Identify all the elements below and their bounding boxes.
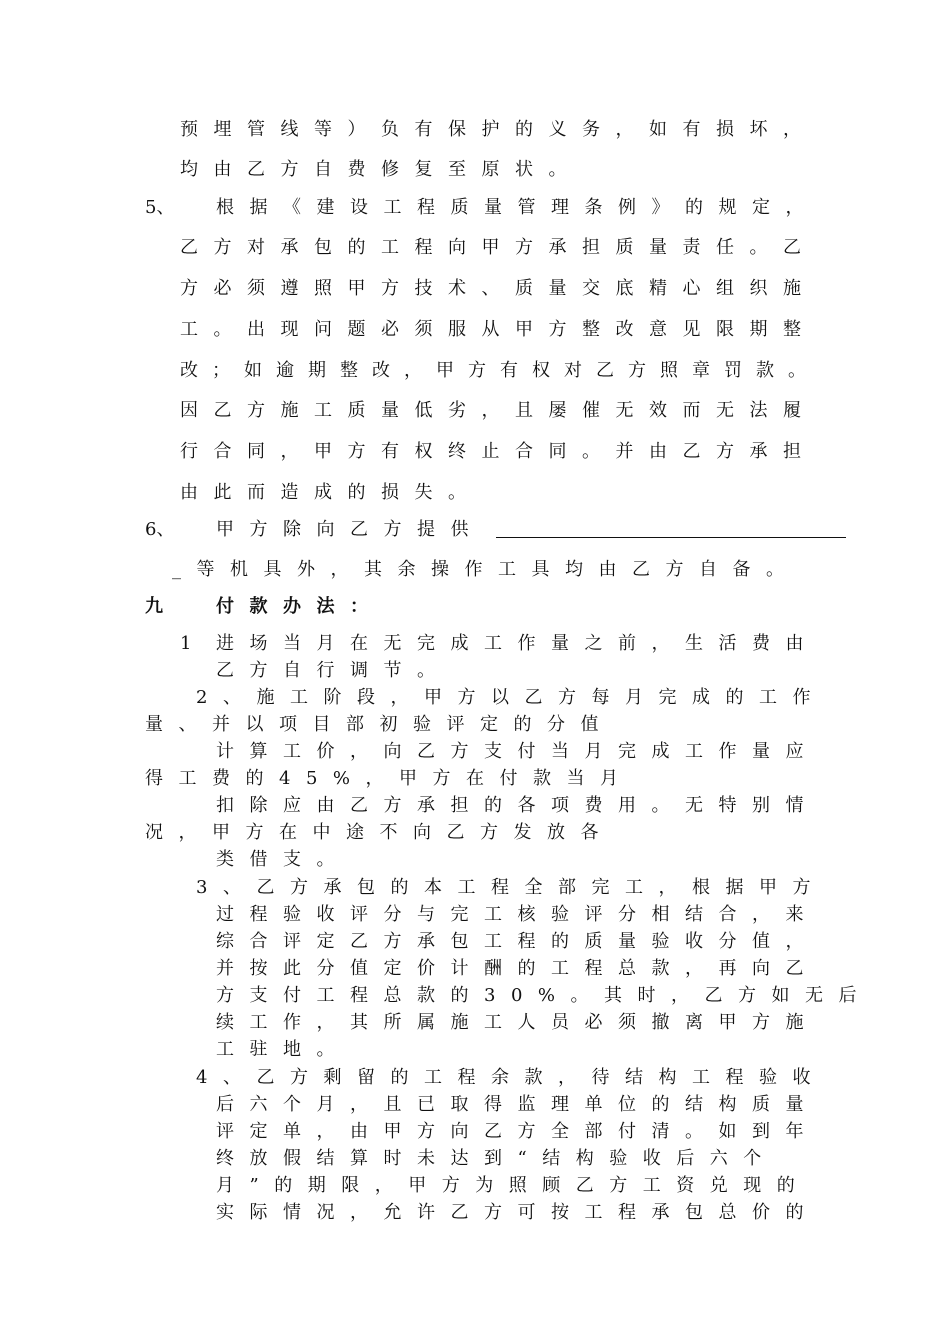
section-number: 九 [145,596,163,617]
text-line: 3、乙方承包的本工程全部完工，根据甲方 [196,877,826,898]
text-line: 评定单，由甲方向乙方全部付清。如到年 [216,1121,819,1142]
text-line: 2、施工阶段，甲方以乙方每月完成的工作 [196,687,826,708]
text-line: 类借支。 [216,849,350,870]
text-line: 方必须遵照甲方技术、质量交底精心组织施 [180,278,817,299]
text-line: 得工费的45%，甲方在付款当月 [145,768,634,789]
text-line: 计算工价，向乙方支付当月完成工作量应 [216,741,819,762]
text-line: 况，甲方在中途不向乙方发放各 [145,822,614,843]
text-line: 行合同，甲方有权终止合同。并由乙方承担 [180,441,817,462]
text-line: 续工作，其所属施工人员必须撤离甲方施 [216,1012,819,1033]
text-line: 终放假结算时未达到“结构验收后六个 [216,1148,777,1169]
text-line: 工驻地。 [216,1039,350,1060]
text-line: 综合评定乙方承包工程的质量验收分值， [216,931,819,952]
clause-number: 5、 [145,197,175,218]
text-line: 改；如逾期整改，甲方有权对乙方照章罚款。 [180,360,820,381]
text-line: 实际情况，允许乙方可按工程承包总价的 [216,1202,819,1223]
text-line: 量、并以项目部初验评定的分值 [145,714,614,735]
text-line: 工。出现问题必须服从甲方整改意见限期整 [180,319,817,340]
text-line: 扣除应由乙方承担的各项费用。无特别情 [216,795,819,816]
section-heading: 付款办法： [216,596,384,617]
text-line: 进场当月在无完成工作量之前，生活费由 [216,633,819,654]
clause-number: 6、 [145,519,175,540]
text-line: 乙方对承包的工程向甲方承担质量责任。乙 [180,237,817,258]
text-line: 根据《建设工程质量管理条例》的规定， [216,197,819,218]
text-line: 乙方自行调节。 [216,660,451,681]
text-line: 预埋管线等）负有保护的义务，如有损坏， [180,119,817,140]
text-line: 均由乙方自费修复至原状。 [180,159,582,180]
text-line: 甲方除向乙方提供 [216,519,484,540]
text-line: 由此而造成的损失。 [180,482,482,503]
text-line: 因乙方施工质量低劣，且屡催无效而无法履 [180,400,817,421]
text-line: 过程验收评分与完工核验评分相结合，来 [216,904,819,925]
fill-in-blank [496,537,846,538]
text-line: 后六个月，且已取得监理单位的结构质量 [216,1094,819,1115]
text-line: _等机具外，其余操作工具均由乙方自备。 [172,559,800,580]
item-number: 1 [180,633,192,654]
text-line: 方支付工程总款的30%。其时，乙方如无后 [216,985,873,1006]
text-line: 月”的期限，甲方为照顾乙方工资兑现的 [216,1175,811,1196]
text-line: 并按此分值定价计酬的工程总款，再向乙 [216,958,819,979]
text-line: 4、乙方剩留的工程余款，待结构工程验收 [196,1067,826,1088]
